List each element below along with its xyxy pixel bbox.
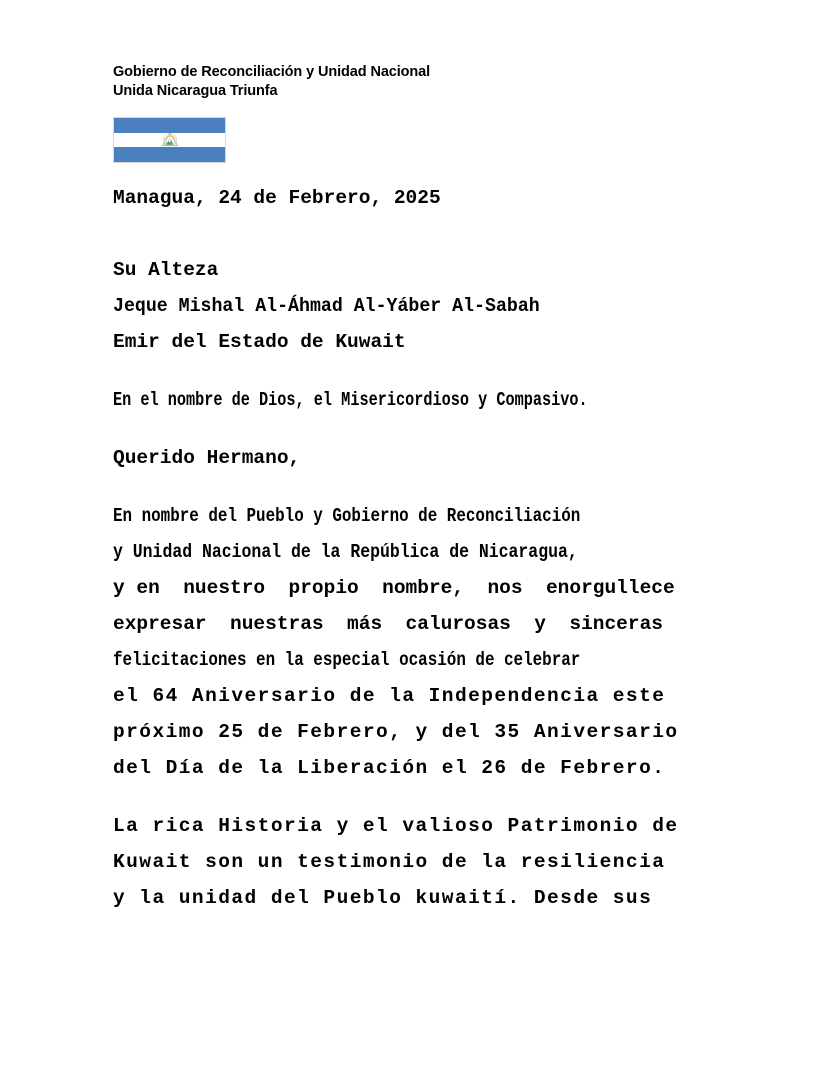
invocation-line: En el nombre de Dios, el Misericordioso y Compasivo. xyxy=(113,389,588,411)
body-line: del Día de la Liberación el 26 de Febrero. xyxy=(113,757,666,779)
letterhead-line-1: Gobierno de Reconciliación y Unidad Nacional xyxy=(113,64,431,80)
addressee-line-1: Su Alteza xyxy=(113,259,219,281)
body-line: En nombre del Pueblo y Gobierno de Reconciliación xyxy=(113,505,581,527)
body-line: expresar nuestras más calurosas y sinceras xyxy=(113,613,663,635)
addressee-line-2: Jeque Mishal Al-Áhmad Al-Yáber Al-Sabah xyxy=(113,295,540,317)
body-line: felicitaciones en la especial ocasión de celebrar xyxy=(113,649,581,671)
body-line: y Unidad Nacional de la República de Nicaragua, xyxy=(113,541,578,563)
body-line: el 64 Aniversario de la Independencia este xyxy=(113,685,666,707)
dateline: Managua, 24 de Febrero, 2025 xyxy=(113,187,441,209)
spacer xyxy=(113,476,713,498)
body-line: Kuwait son un testimonio de la resiliencia xyxy=(113,851,666,873)
nicaragua-flag xyxy=(113,117,226,163)
salutation: Querido Hermano, xyxy=(113,447,301,469)
letterhead xyxy=(113,63,713,101)
addressee-line-3: Emir del Estado de Kuwait xyxy=(113,331,406,353)
coat-of-arms-icon xyxy=(160,132,179,149)
letter-body xyxy=(113,180,713,916)
spacer xyxy=(113,418,713,440)
flag-band-bottom xyxy=(114,147,225,162)
body-line: próximo 25 de Febrero, y del 35 Aniversario xyxy=(113,721,679,743)
paragraph-2 xyxy=(113,808,713,916)
body-line: y en nuestro propio nombre, nos enorgullece xyxy=(113,577,675,599)
spacer xyxy=(113,360,713,382)
spacer xyxy=(113,216,713,252)
letterhead-line-2: Unida Nicaragua Triunfa xyxy=(113,83,278,99)
body-line: La rica Historia y el valioso Patrimonio de xyxy=(113,815,679,837)
spacer xyxy=(113,786,713,808)
body-line: y la unidad del Pueblo kuwaití. Desde sus xyxy=(113,887,653,909)
paragraph-1 xyxy=(113,498,713,786)
